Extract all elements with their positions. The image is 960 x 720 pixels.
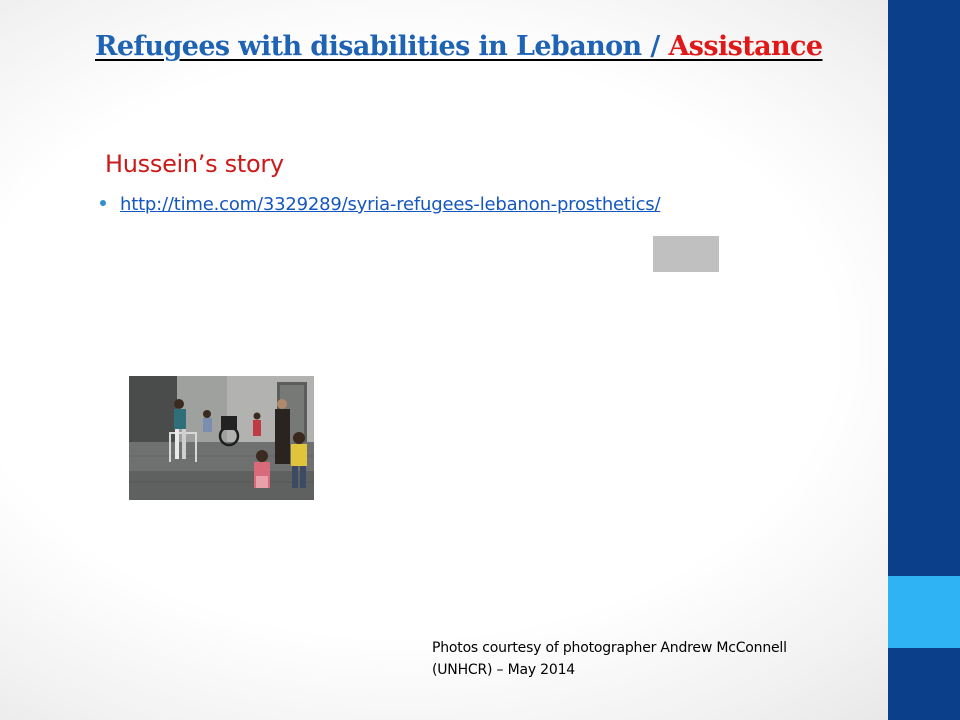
photo-credit-line-1: Photos courtesy of photographer Andrew McConnell — [432, 640, 787, 656]
photo-credit-line-2: (UNHCR) – May 2014 — [432, 662, 575, 678]
bullet-icon — [100, 200, 106, 206]
story-photo — [129, 376, 314, 500]
link-bullet-item — [100, 194, 660, 215]
side-accent-block — [888, 576, 960, 648]
story-link[interactable]: http://time.com/3329289/syria-refugees-lebanon-prosthetics/ — [120, 194, 661, 215]
slide-title-accent: Assistance — [668, 31, 823, 62]
story-heading: Hussein’s story — [105, 150, 284, 178]
slide-title-main: Refugees with disabilities in Lebanon / — [95, 31, 669, 62]
photo-credit — [432, 637, 787, 681]
slide-title — [95, 31, 885, 62]
placeholder-box — [653, 236, 719, 272]
